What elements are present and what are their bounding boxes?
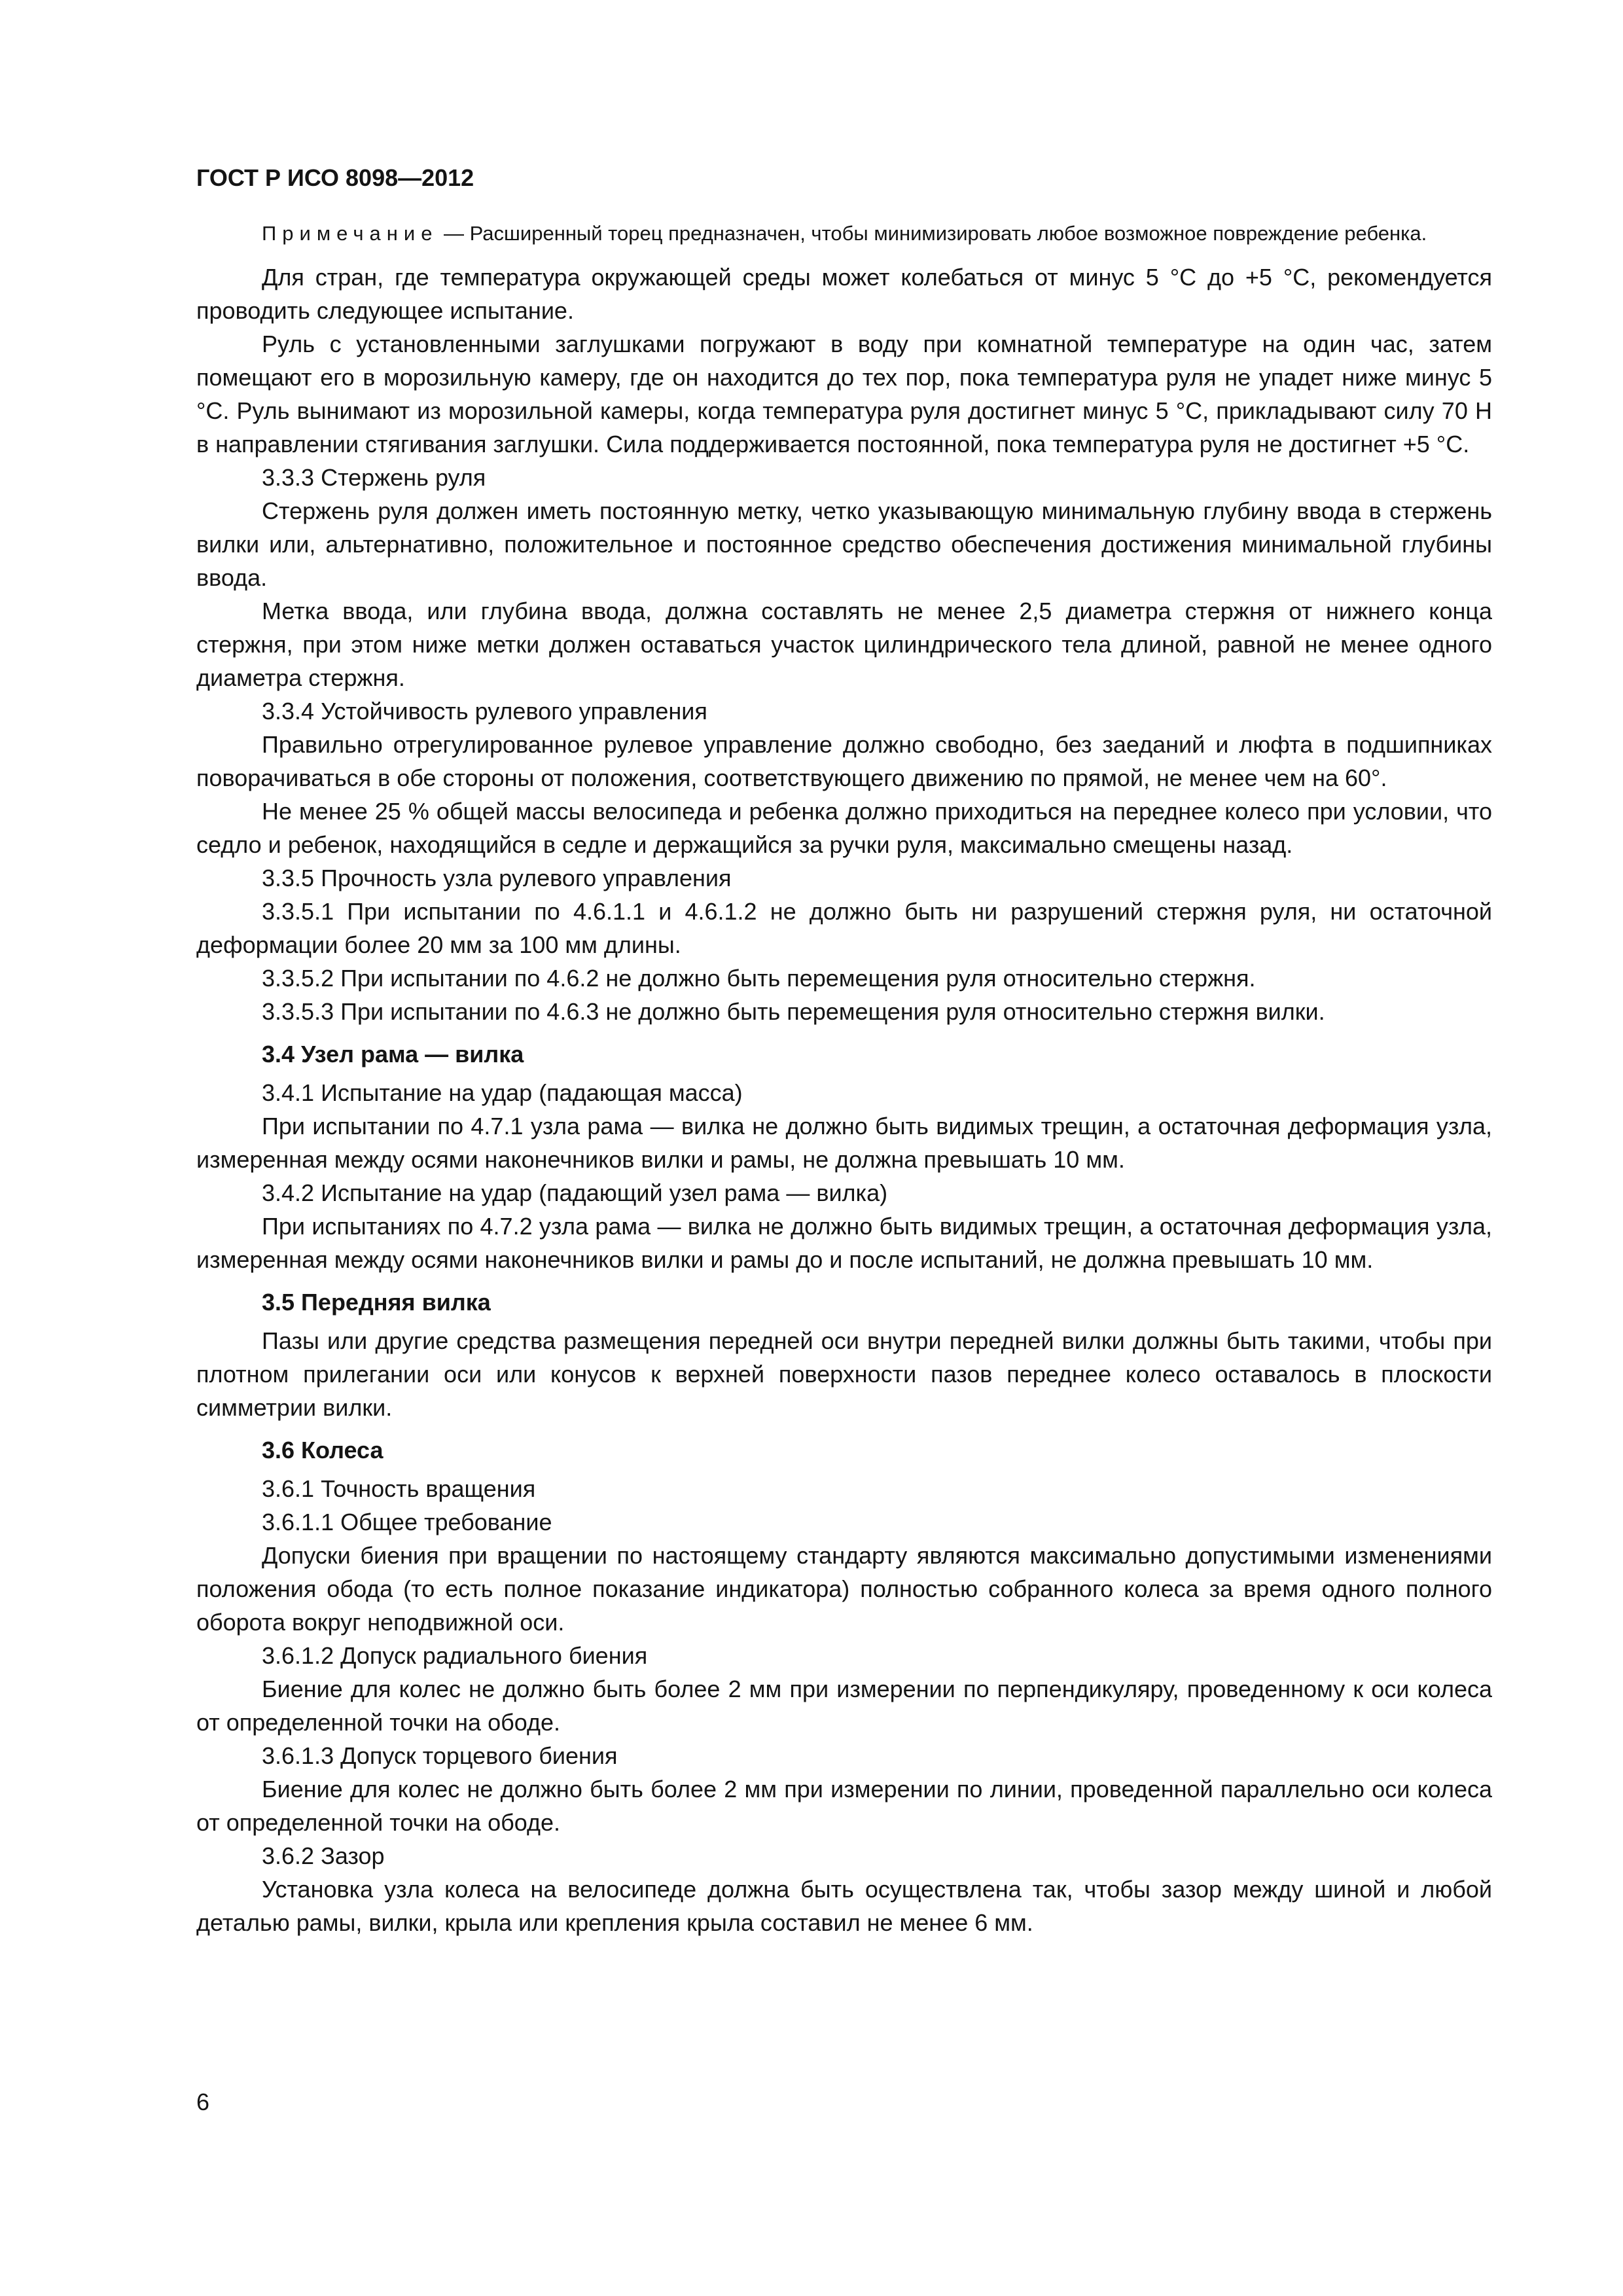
document-header: ГОСТ Р ИСО 8098—2012 [196,164,474,191]
paragraph: Биение для колес не должно быть более 2 мм при измерении по линии, проведенной параллельно оси колеса от определенной точки на ободе. [196,1776,1492,1836]
note-label: Примечание [262,222,438,245]
section-title-3-4-2: 3.4.2 Испытание на удар (падающий узел рама — вилка) [262,1179,888,1206]
section-title-3-3-5: 3.3.5 Прочность узла рулевого управления [262,865,732,891]
paragraph: 3.3.5.3 При испытании по 4.6.3 не должно быть перемещения руля относительно стержня вилки. [262,998,1325,1025]
section-heading-3-5: 3.5 Передняя вилка [262,1289,491,1316]
page-number: 6 [196,2089,210,2115]
section-title-3-3-4: 3.3.4 Устойчивость рулевого управления [262,698,707,725]
paragraph: Не менее 25 % общей массы велосипеда и ребенка должно приходиться на переднее колесо при условии, что седло и ребенок, находящийся в седле и держащийся за ручки руля, максимально смещены назад. [196,798,1492,858]
paragraph: Метка ввода, или глубина ввода, должна составлять не менее 2,5 диаметра стержня от нижнего конца стержня, при этом ниже метки должен оставаться участок цилиндрического тела длиной, равной не менее одного диаметра стержня. [196,598,1492,691]
paragraph: Допуски биения при вращении по настоящему стандарту являются максимально допустимыми изменениями положения обода (то есть полное показание индикатора) полностью собранного колеса за время одного полного оборота вокруг неподвижной оси. [196,1542,1492,1636]
section-title-3-6-1-1: 3.6.1.1 Общее требование [262,1509,552,1535]
paragraph: При испытаниях по 4.7.2 узла рама — вилка не должно быть видимых трещин, а остаточная деформация узла, измеренная между осями наконечников вилки и рамы до и после испытаний, не должна превышать 10 мм. [196,1213,1492,1273]
note [196,219,1492,249]
section-title-3-6-1: 3.6.1 Точность вращения [262,1475,536,1502]
paragraph: Биение для колес не должно быть более 2 мм при измерении по перпендикуляру, проведенному к оси колеса от определенной точки на ободе. [196,1676,1492,1736]
note-text: — Расширенный торец предназначен, чтобы минимизировать любое возможное повреждение ребенка. [438,222,1427,245]
section-heading-3-6: 3.6 Колеса [262,1437,383,1463]
section-title-3-6-2: 3.6.2 Зазор [262,1842,385,1869]
section-title-3-4-1: 3.4.1 Испытание на удар (падающая масса) [262,1079,743,1106]
paragraph: Пазы или другие средства размещения передней оси внутри передней вилки должны быть такими, чтобы при плотном прилегании оси или конусов к верхней поверхности пазов переднее колесо оставалось в плоскости симметрии вилки. [196,1327,1492,1421]
section-title-3-6-1-3: 3.6.1.3 Допуск торцевого биения [262,1742,618,1769]
paragraph: 3.3.5.1 При испытании по 4.6.1.1 и 4.6.1.2 не должно быть ни разрушений стержня руля, ни остаточной деформации более 20 мм за 100 мм длины. [196,898,1492,958]
section-title-3-3-3: 3.3.3 Стержень руля [262,464,486,491]
section-title-3-6-1-2: 3.6.1.2 Допуск радиального биения [262,1642,648,1669]
paragraph: Правильно отрегулированное рулевое управление должно свободно, без заеданий и люфта в подшипниках поворачиваться в обе стороны от положения, соответствующего движению по прямой, не менее чем на 60°. [196,731,1492,791]
paragraph: Для стран, где температура окружающей среды может колебаться от минус 5 °С до +5 °С, рекомендуется проводить следующее испытание. [196,264,1492,324]
paragraph: Руль с установленными заглушками погружают в воду при комнатной температуре на один час, затем помещают его в морозильную камеру, где он находится до тех пор, пока температура руля не упадет ниже минус 5 °С. Руль вынимают из морозильной камеры, когда температура руля достигнет минус 5 °С, прикладывают силу 70 Н в направлении стягивания заглушки. Сила поддерживается постоянной, пока температура руля не достигнет +5 °С. [196,331,1492,457]
paragraph: Стержень руля должен иметь постоянную метку, четко указывающую минимальную глубину ввода в стержень вилки или, альтернативно, положительное и постоянное средство обеспечения достижения минимальной глубины ввода. [196,497,1492,591]
paragraph: Установка узла колеса на велосипеде должна быть осуществлена так, чтобы зазор между шиной и любой деталью рамы, вилки, крыла или крепления крыла составил не менее 6 мм. [196,1876,1492,1936]
section-heading-3-4: 3.4 Узел рама — вилка [262,1041,524,1067]
document-page [196,164,1492,1939]
paragraph: При испытании по 4.7.1 узла рама — вилка не должно быть видимых трещин, а остаточная деформация узла, измеренная между осями наконечников вилки и рамы, не должна превышать 10 мм. [196,1113,1492,1173]
paragraph: 3.3.5.2 При испытании по 4.6.2 не должно быть перемещения руля относительно стержня. [262,965,1256,992]
